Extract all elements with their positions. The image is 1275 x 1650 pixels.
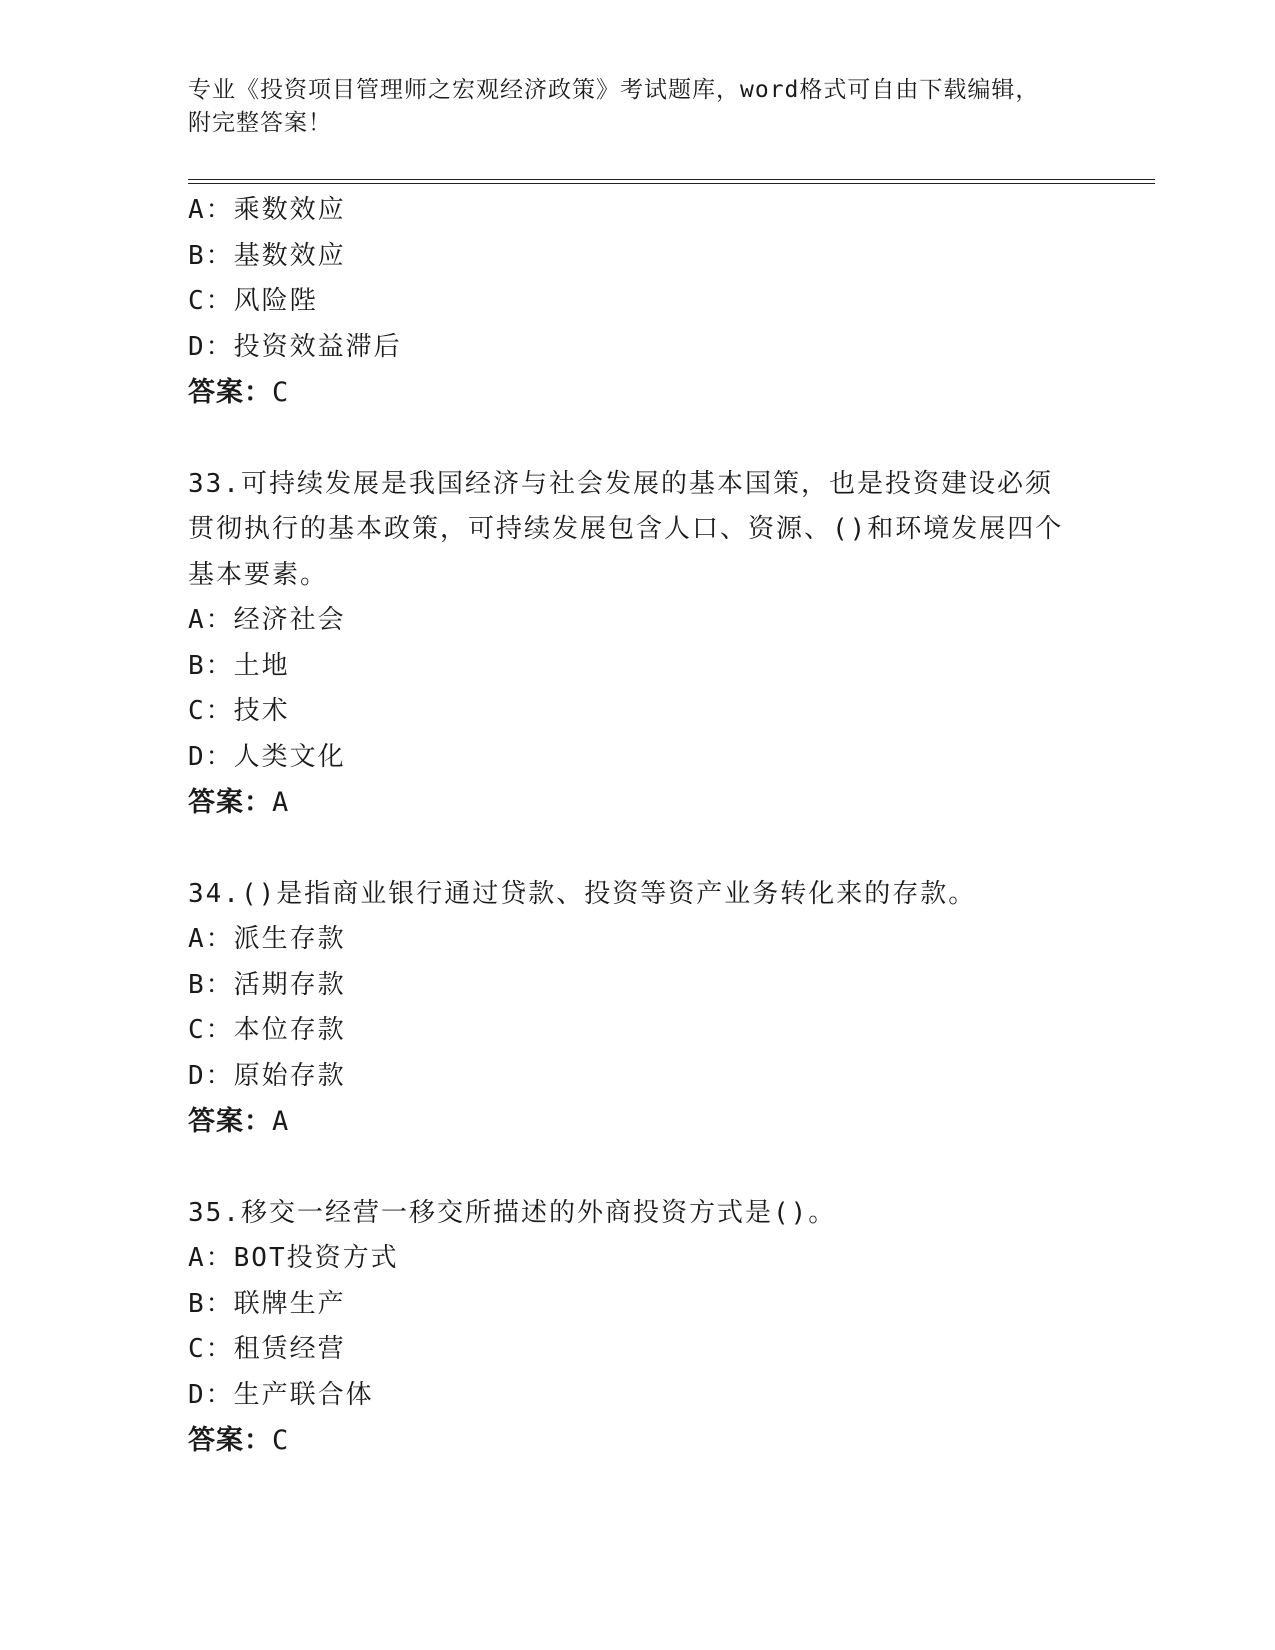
option-c: C：风险陛	[188, 286, 318, 316]
option-d: D：投资效益滞后	[188, 331, 402, 362]
option-a: A：经济社会	[188, 605, 346, 635]
option-a: A：派生存款	[188, 924, 346, 954]
answer-value: A	[272, 1106, 290, 1137]
option-b: B：基数效应	[188, 240, 346, 271]
answer-line	[188, 1099, 1088, 1145]
answer-label: 答案：	[188, 377, 272, 408]
answer-line	[188, 1418, 1088, 1464]
question-text: 35.移交一经营一移交所描述的外商投资方式是()。	[188, 1197, 837, 1228]
question-spacer	[188, 1145, 1088, 1191]
answer-label: 答案：	[188, 787, 272, 818]
option-d: D：人类文化	[188, 741, 346, 772]
answer-value: A	[272, 787, 290, 818]
answer-line	[188, 370, 1088, 416]
header-divider-top	[188, 179, 1155, 180]
header-line-1: 专业《投资项目管理师之宏观经济政策》考试题库，word格式可自由下载编辑，	[188, 77, 1040, 103]
answer-line	[188, 780, 1088, 826]
option-b: B：联牌生产	[188, 1288, 346, 1319]
option-a: A：乘数效应	[188, 195, 346, 225]
option-c: C：租赁经营	[188, 1334, 346, 1364]
answer-label: 答案：	[188, 1106, 272, 1137]
question-list	[188, 188, 1088, 1464]
question-spacer	[188, 416, 1088, 462]
answer-value: C	[272, 377, 290, 408]
question-32	[188, 188, 1088, 416]
answer-label: 答案：	[188, 1425, 272, 1456]
question-35	[188, 1191, 1088, 1464]
document-header	[188, 74, 1088, 140]
option-a: A：BOT投资方式	[188, 1243, 399, 1273]
option-b: B：土地	[188, 650, 290, 681]
question-text: 33.可持续发展是我国经济与社会发展的基本国策，也是投资建设必须贯彻执行的基本政策，可持续发展包含人口、资源、()和环境发展四个基本要素。	[188, 468, 1064, 590]
option-c: C：技术	[188, 696, 290, 726]
option-d: D：生产联合体	[188, 1379, 374, 1410]
question-34	[188, 872, 1088, 1145]
question-text: 34.()是指商业银行通过贷款、投资等资产业务转化来的存款。	[188, 878, 977, 909]
question-33	[188, 462, 1088, 826]
option-b: B：活期存款	[188, 969, 346, 1000]
header-line-2: 附完整答案！	[188, 110, 332, 136]
header-divider-bottom	[188, 183, 1155, 184]
question-spacer	[188, 826, 1088, 872]
option-c: C：本位存款	[188, 1015, 346, 1045]
option-d: D：原始存款	[188, 1060, 346, 1091]
answer-value: C	[272, 1425, 290, 1456]
